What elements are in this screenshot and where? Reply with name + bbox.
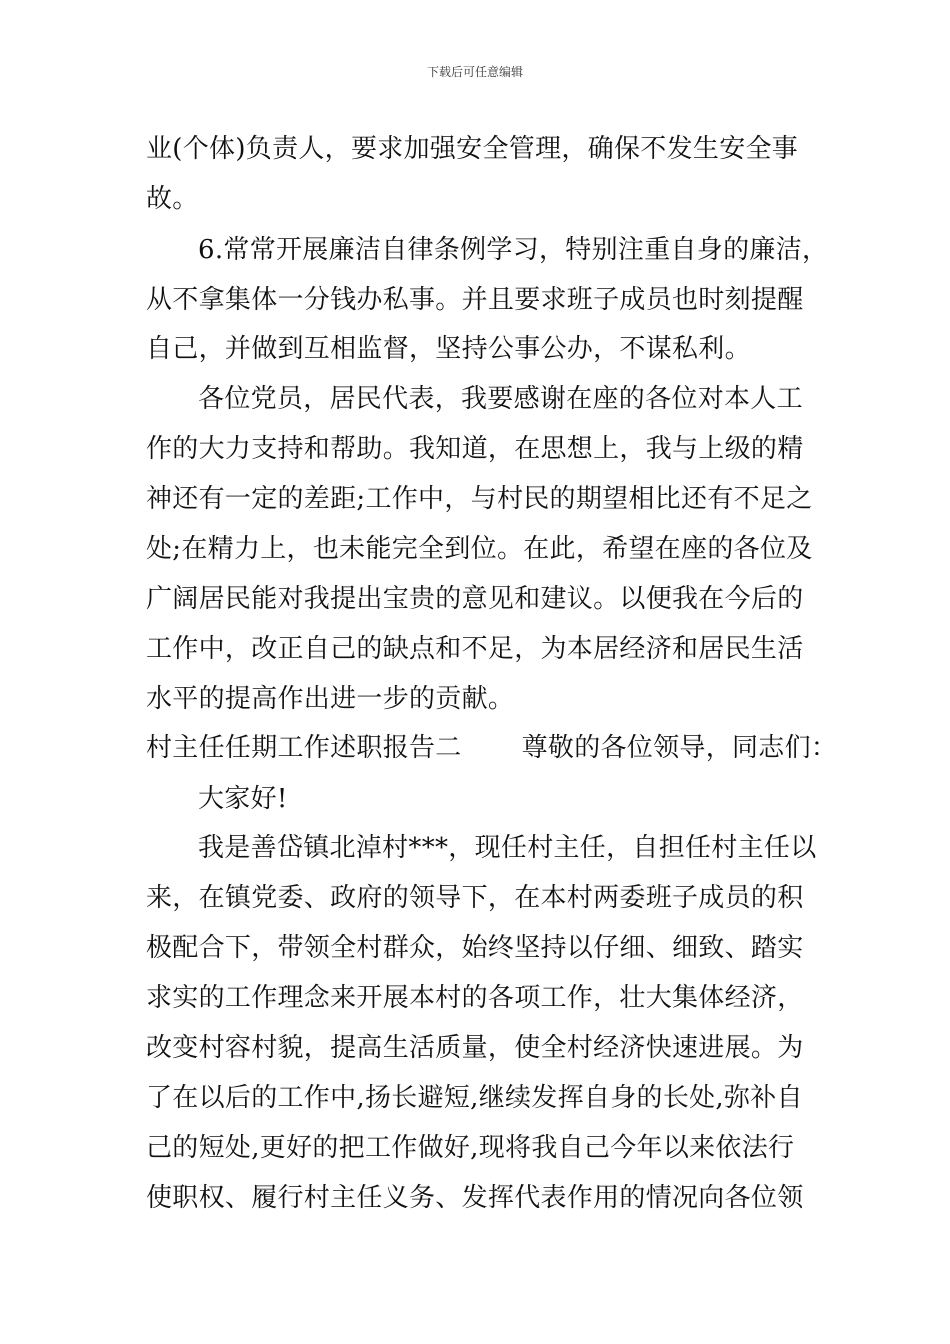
paragraph-line: 处;在精力上，也未能完全到位。在此，希望在座的各位及 [146,534,813,564]
paragraph-line: 广阔居民能对我提出宝贵的意见和建议。以便我在今后的 [146,584,804,614]
paragraph-line: 故。 [146,184,199,214]
paragraph-line: 使职权、履行村主任义务、发挥代表作用的情况向各位领 [146,1183,804,1213]
page-header: 下载后可任意编辑 [426,65,523,79]
section-title: 村主任任期工作述职报告二 [146,733,462,763]
salutation: 尊敬的各位领导，同志们： [521,733,838,763]
paragraph-line: 自己，并做到互相监督，坚持公事公办，不谋私利。 [146,334,751,364]
paragraph-line: 来，在镇党委、政府的领导下，在本村两委班子成员的积 [146,883,804,913]
paragraph-line: 改变村容村貌，提高生活质量，使全村经济快速进展。为 [146,1033,804,1063]
paragraph-line: 己的短处,更好的把工作做好,现将我自己今年以来依法行 [146,1133,795,1163]
paragraph-line: 作的大力支持和帮助。我知道，在思想上，我与上级的精 [146,434,804,464]
paragraph-line: 工作中，改正自己的缺点和不足，为本居经济和居民生活 [146,634,804,664]
paragraph-line: 了在以后的工作中,扬长避短,继续发挥自身的长处,弥补自 [146,1083,803,1113]
paragraph-line: 水平的提高作出进一步的贡献。 [146,684,515,714]
paragraph-line: 神还有一定的差距;工作中，与村民的期望相比还有不足之 [146,484,813,514]
section-heading-line [146,731,837,765]
paragraph-line: 求实的工作理念来开展本村的各项工作，壮大集体经济， [146,983,804,1013]
paragraph-line: 业(个体)负责人，要求加强安全管理，确保不发生安全事 [146,134,799,164]
paragraph-line: 极配合下，带领全村群众，始终坚持以仔细、细致、踏实 [146,933,804,963]
greeting-line: 大家好! [198,784,288,814]
paragraph-line: 从不拿集体一分钱办私事。并且要求班子成员也时刻提醒 [146,285,804,315]
paragraph-line: 6.常常开展廉洁自律条例学习，特别注重自身的廉洁， [198,235,829,265]
paragraph-line: 我是善岱镇北淖村***，现任村主任，自担任村主任以 [198,833,817,863]
paragraph-line: 各位党员，居民代表，我要感谢在座的各位对本人工 [198,384,803,414]
